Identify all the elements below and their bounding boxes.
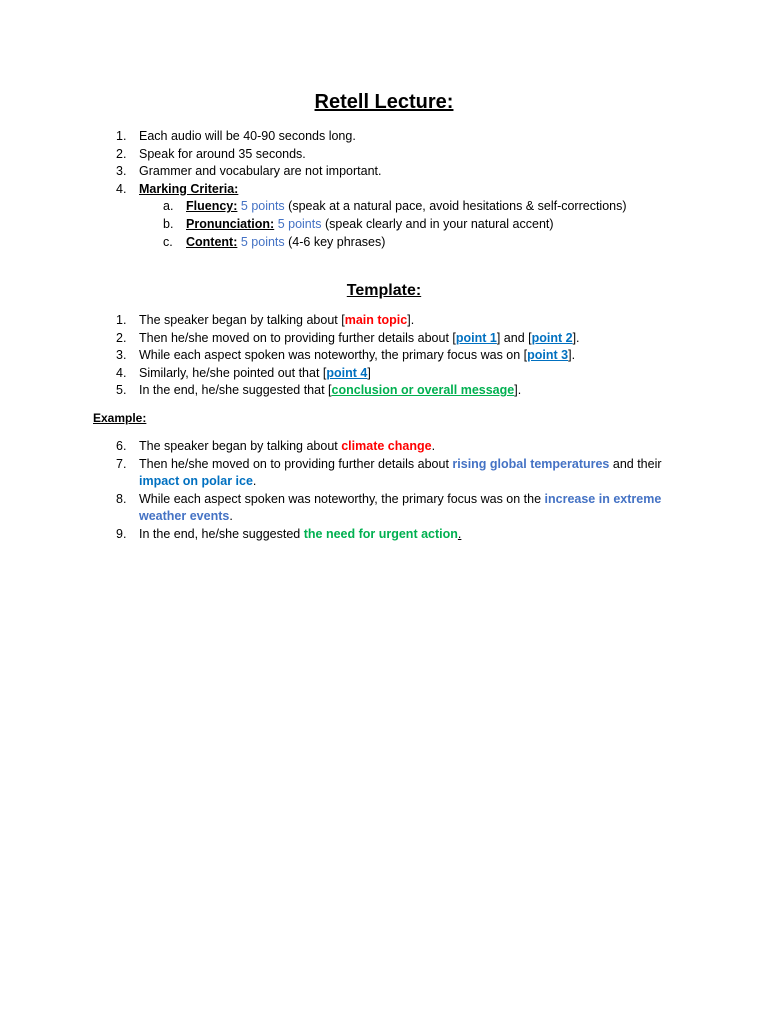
item-text-tail: ].	[568, 348, 576, 363]
item-text-tail: ].	[514, 383, 522, 398]
item-text	[139, 365, 664, 383]
item-number: 8.	[116, 491, 127, 506]
item-text-lead: In the end, he/she suggested that [	[139, 383, 332, 398]
marking-criteria-heading: Marking Criteria:	[139, 181, 239, 196]
example-list	[116, 438, 664, 544]
item-number: 2.	[116, 146, 127, 161]
criteria-note: (speak clearly and in your natural accent)	[324, 216, 554, 231]
item-text-lead: While each aspect spoken was noteworthy, the primary focus was on the	[139, 491, 545, 506]
item-text	[139, 456, 664, 491]
item-text-tail: .	[229, 509, 233, 524]
item-text	[139, 438, 664, 456]
criteria-letter: a.	[163, 199, 174, 214]
item-number: 3.	[116, 348, 127, 363]
item-text	[139, 330, 664, 348]
item-text-lead: In the end, he/she suggested	[139, 526, 304, 541]
criteria-letter: b.	[163, 216, 174, 231]
item-text	[139, 526, 664, 544]
criteria-note: (4-6 key phrases)	[288, 234, 386, 249]
template-list	[116, 312, 664, 400]
instruction-item	[116, 146, 716, 164]
item-number: 4.	[116, 365, 127, 380]
item-text-tail: .	[431, 439, 436, 453]
criteria-letter: c.	[163, 234, 173, 249]
item-number: 2.	[116, 330, 127, 345]
item-text: Speak for around 35 seconds.	[139, 146, 306, 161]
item-text-lead: Similarly, he/she pointed out that [	[139, 365, 327, 380]
example-conclusion: the need for urgent action	[303, 526, 458, 541]
item-number: 9.	[116, 526, 127, 541]
item-text	[139, 382, 664, 400]
item-text	[139, 491, 664, 526]
item-text-lead: Then he/she moved on to providing further details about [	[139, 330, 456, 345]
example-item	[116, 526, 664, 544]
placeholder-main-topic: main topic	[344, 313, 408, 327]
instruction-item	[116, 163, 716, 181]
template-item	[116, 347, 664, 365]
item-number: 1.	[116, 313, 127, 327]
placeholder-conclusion: conclusion or overall message	[331, 383, 515, 398]
criteria-text	[186, 198, 627, 216]
template-item	[116, 312, 664, 330]
item-text: Each audio will be 40-90 seconds long.	[139, 129, 356, 143]
item-text	[139, 347, 664, 365]
placeholder-point-2: point 2	[531, 330, 573, 345]
item-number: 7.	[116, 456, 127, 471]
criteria-text	[186, 216, 554, 234]
criteria-points: 5 points	[240, 234, 285, 249]
placeholder-point-1: point 1	[455, 330, 497, 345]
item-text-tail: ].	[572, 330, 580, 345]
instruction-item-marking-criteria	[116, 181, 716, 251]
example-point-3: increase in extreme weather events	[139, 491, 662, 524]
item-text-lead: Then he/she moved on to providing further details about	[139, 456, 453, 471]
instruction-item	[116, 128, 716, 146]
item-text-tail: .	[457, 526, 462, 541]
item-number: 6.	[116, 439, 127, 453]
item-text-middle: ] and [	[496, 330, 532, 345]
criteria-list	[163, 198, 716, 251]
criteria-text	[186, 234, 385, 252]
item-text-middle: and their	[609, 456, 662, 471]
item-number: 1.	[116, 129, 127, 143]
item-number: 3.	[116, 164, 127, 179]
item-text: Grammer and vocabulary are not important.	[139, 164, 382, 179]
item-text-tail: ].	[407, 313, 415, 327]
criteria-item-pronunciation	[163, 216, 716, 234]
item-text-lead: While each aspect spoken was noteworthy, the primary focus was on [	[139, 348, 528, 363]
example-point-1: rising global temperatures	[452, 456, 610, 471]
criteria-points: 5 points	[240, 199, 285, 214]
item-text-tail: ]	[367, 365, 371, 380]
template-item	[116, 382, 664, 400]
example-item	[116, 438, 664, 456]
page-title: Retell Lecture:	[314, 91, 454, 113]
criteria-points: 5 points	[277, 216, 322, 231]
item-number: 4.	[116, 181, 127, 196]
criteria-label: Content:	[186, 234, 238, 249]
criteria-label: Pronunciation:	[186, 216, 275, 231]
example-main-topic: climate change	[341, 439, 432, 453]
criteria-item-fluency	[163, 198, 716, 216]
placeholder-point-3: point 3	[527, 348, 569, 363]
example-point-2: impact on polar ice	[139, 474, 253, 489]
item-number: 5.	[116, 383, 127, 398]
placeholder-point-4: point 4	[326, 365, 368, 380]
example-item	[116, 491, 664, 526]
template-item	[116, 330, 664, 348]
marking-criteria-block	[139, 181, 716, 251]
example-item	[116, 456, 664, 491]
item-text-lead: The speaker began by talking about	[139, 439, 342, 453]
example-label: Example:	[93, 411, 147, 425]
template-item	[116, 365, 664, 383]
item-text-lead: The speaker began by talking about [	[139, 313, 345, 327]
criteria-label: Fluency:	[186, 199, 238, 214]
template-heading: Template:	[346, 282, 422, 299]
item-text-tail: .	[252, 474, 257, 489]
criteria-item-content	[163, 234, 716, 252]
instructions-list	[116, 128, 716, 251]
criteria-note: (speak at a natural pace, avoid hesitations & self-corrections)	[288, 199, 627, 214]
item-text	[139, 312, 664, 330]
